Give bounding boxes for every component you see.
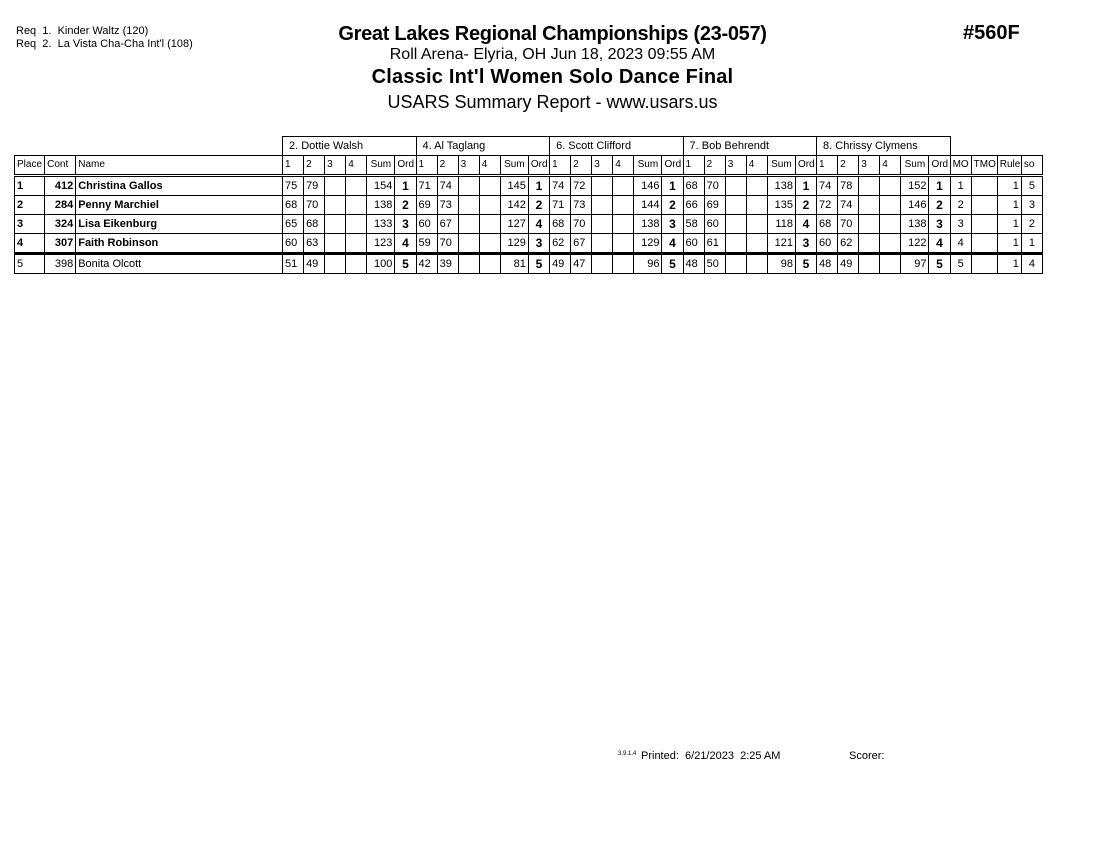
score-cell (325, 234, 346, 254)
score-cell (325, 196, 346, 215)
score-cell (746, 176, 767, 196)
score-cell: 49 (304, 254, 325, 274)
col-header-so: so (1021, 156, 1042, 176)
score-cell: 70 (304, 196, 325, 215)
ordinal-cell: 2 (795, 196, 816, 215)
requirement-2: Req 2. La Vista Cha-Cha Int'l (108) (16, 38, 193, 50)
score-cell (458, 234, 479, 254)
score-cell: 70 (571, 215, 592, 234)
contestant-number-cell: 284 (45, 196, 76, 215)
majority-ordinal-cell: 1 (950, 176, 971, 196)
requirements-list (16, 25, 193, 51)
ordinal-cell: 4 (929, 234, 950, 254)
sum-cell: 138 (367, 196, 395, 215)
col-header-tmo: TMO (971, 156, 997, 176)
ordinal-cell: 5 (528, 254, 549, 274)
score-cell: 49 (838, 254, 859, 274)
score-cell (746, 196, 767, 215)
col-header-judge-4-3: 4 (746, 156, 767, 176)
sum-cell: 129 (500, 234, 528, 254)
competition-location: Roll Arena- Elyria, OH Jun 18, 2023 09:55 AM (389, 46, 716, 63)
contestant-number-cell: 398 (45, 254, 76, 274)
score-cell (880, 176, 901, 196)
score-cell: 69 (416, 196, 437, 215)
col-header-judge-5-2: 3 (859, 156, 880, 176)
score-cell: 74 (838, 196, 859, 215)
score-cell: 67 (571, 234, 592, 254)
score-cell: 49 (550, 254, 571, 274)
sum-cell: 144 (634, 196, 662, 215)
ordinal-cell: 3 (395, 215, 416, 234)
score-cell: 72 (817, 196, 838, 215)
score-cell (592, 176, 613, 196)
score-cell: 50 (704, 254, 725, 274)
event-number: #560F (963, 22, 1020, 44)
score-cell: 58 (683, 215, 704, 234)
col-header-judge-3-1: 2 (571, 156, 592, 176)
table-row (15, 176, 1043, 196)
score-cell: 51 (282, 254, 303, 274)
score-cell: 70 (838, 215, 859, 234)
col-header-judge-3-3: 4 (613, 156, 634, 176)
score-cell (346, 196, 367, 215)
col-header-judge-2-4: Sum (500, 156, 528, 176)
table-row (15, 196, 1043, 215)
ordinal-cell: 3 (528, 234, 549, 254)
tmo-cell (971, 254, 997, 274)
score-cell (880, 215, 901, 234)
score-cell (880, 196, 901, 215)
col-header-judge-5-5: Ord (929, 156, 950, 176)
ordinal-cell: 2 (395, 196, 416, 215)
score-cell: 73 (571, 196, 592, 215)
col-header-judge-1-0: 1 (282, 156, 303, 176)
ordinal-cell: 4 (662, 234, 683, 254)
col-header-judge-2-0: 1 (416, 156, 437, 176)
col-header-judge-5-3: 4 (880, 156, 901, 176)
score-cell: 67 (437, 215, 458, 234)
skating-order-cell: 2 (1021, 215, 1042, 234)
judge-name: 8. Chrissy Clymens (817, 137, 951, 156)
sum-cell: 122 (901, 234, 929, 254)
ordinal-cell: 2 (929, 196, 950, 215)
score-cell: 78 (838, 176, 859, 196)
tmo-cell (971, 234, 997, 254)
sum-cell: 118 (767, 215, 795, 234)
score-cell: 73 (437, 196, 458, 215)
sum-cell: 146 (634, 176, 662, 196)
score-cell (479, 196, 500, 215)
sum-cell: 145 (500, 176, 528, 196)
score-cell (613, 234, 634, 254)
col-header-place: Place (15, 156, 45, 176)
majority-ordinal-cell: 5 (950, 254, 971, 274)
sum-cell: 97 (901, 254, 929, 274)
score-cell (725, 234, 746, 254)
score-cell: 60 (282, 234, 303, 254)
col-header-judge-4-1: 2 (704, 156, 725, 176)
score-cell: 68 (304, 215, 325, 234)
score-cell (613, 254, 634, 274)
score-cell (325, 176, 346, 196)
ordinal-cell: 3 (929, 215, 950, 234)
skater-name-cell: Bonita Olcott (76, 254, 283, 274)
ordinal-cell: 5 (662, 254, 683, 274)
skating-order-cell: 1 (1021, 234, 1042, 254)
score-cell (458, 215, 479, 234)
col-header-judge-1-5: Ord (395, 156, 416, 176)
sum-cell: 123 (367, 234, 395, 254)
score-cell: 74 (817, 176, 838, 196)
score-cell: 71 (416, 176, 437, 196)
ordinal-cell: 3 (795, 234, 816, 254)
score-cell (725, 176, 746, 196)
skating-order-cell: 5 (1021, 176, 1042, 196)
sum-cell: 138 (767, 176, 795, 196)
ordinal-cell: 1 (528, 176, 549, 196)
score-cell: 60 (704, 215, 725, 234)
ordinal-cell: 5 (795, 254, 816, 274)
majority-ordinal-cell: 2 (950, 196, 971, 215)
score-cell (746, 254, 767, 274)
score-cell (859, 176, 880, 196)
rule-cell: 1 (997, 196, 1021, 215)
judge-name: 7. Bob Behrendt (683, 137, 817, 156)
table-row (15, 254, 1043, 274)
col-header-judge-4-5: Ord (795, 156, 816, 176)
score-cell: 60 (683, 234, 704, 254)
score-cell (725, 254, 746, 274)
score-cell (880, 254, 901, 274)
tmo-cell (971, 176, 997, 196)
table-row (15, 234, 1043, 254)
col-header-judge-5-1: 2 (838, 156, 859, 176)
score-cell: 42 (416, 254, 437, 274)
score-cell: 70 (704, 176, 725, 196)
report-header (300, 22, 805, 114)
sum-cell: 98 (767, 254, 795, 274)
score-cell: 62 (838, 234, 859, 254)
results-table (14, 136, 1043, 274)
ordinal-cell: 1 (662, 176, 683, 196)
col-header-judge-3-5: Ord (662, 156, 683, 176)
col-header-mo: MO (950, 156, 971, 176)
printed-timestamp: Printed: 6/21/2023 2:25 AM (641, 750, 781, 762)
skater-name-cell: Faith Robinson (76, 234, 283, 254)
score-cell (592, 234, 613, 254)
score-cell: 62 (550, 234, 571, 254)
ordinal-cell: 1 (929, 176, 950, 196)
ordinal-cell: 4 (795, 215, 816, 234)
version-mark: 3.9.1.4 (618, 751, 637, 757)
col-header-judge-2-2: 3 (458, 156, 479, 176)
col-header-judge-2-5: Ord (528, 156, 549, 176)
score-cell (859, 196, 880, 215)
judges-header-row (15, 137, 1043, 156)
score-cell (346, 176, 367, 196)
score-cell (458, 254, 479, 274)
score-cell (613, 215, 634, 234)
score-cell: 60 (817, 234, 838, 254)
col-header-judge-3-2: 3 (592, 156, 613, 176)
score-cell: 74 (550, 176, 571, 196)
score-cell: 70 (437, 234, 458, 254)
contestant-number-cell: 324 (45, 215, 76, 234)
sum-cell: 146 (901, 196, 929, 215)
col-header-name: Name (76, 156, 283, 176)
place-cell: 5 (15, 254, 45, 274)
score-cell: 66 (683, 196, 704, 215)
score-cell: 68 (683, 176, 704, 196)
score-cell: 48 (683, 254, 704, 274)
col-header-judge-5-4: Sum (901, 156, 929, 176)
col-header-cont: Cont (45, 156, 76, 176)
col-header-judge-3-0: 1 (550, 156, 571, 176)
sum-cell: 127 (500, 215, 528, 234)
score-cell (859, 234, 880, 254)
ordinal-cell: 5 (929, 254, 950, 274)
col-header-judge-2-1: 2 (437, 156, 458, 176)
score-cell: 71 (550, 196, 571, 215)
ordinal-cell: 3 (662, 215, 683, 234)
contestant-number-cell: 412 (45, 176, 76, 196)
score-cell: 75 (282, 176, 303, 196)
ordinal-cell: 2 (528, 196, 549, 215)
score-cell: 68 (817, 215, 838, 234)
tmo-cell (971, 215, 997, 234)
score-cell: 59 (416, 234, 437, 254)
ordinal-cell: 5 (395, 254, 416, 274)
report-title: USARS Summary Report - www.usars.us (387, 92, 718, 112)
competition-title: Great Lakes Regional Championships (23-057) (338, 23, 767, 45)
skater-name-cell: Penny Marchiel (76, 196, 283, 215)
sum-cell: 96 (634, 254, 662, 274)
col-header-judge-1-2: 3 (325, 156, 346, 176)
sum-cell: 154 (367, 176, 395, 196)
place-cell: 3 (15, 215, 45, 234)
contestant-number-cell: 307 (45, 234, 76, 254)
score-cell: 47 (571, 254, 592, 274)
score-cell (458, 176, 479, 196)
ordinal-cell: 2 (662, 196, 683, 215)
judge-name: 4. Al Taglang (416, 137, 550, 156)
score-cell (859, 254, 880, 274)
col-header-judge-4-4: Sum (767, 156, 795, 176)
place-cell: 1 (15, 176, 45, 196)
col-header-judge-2-3: 4 (479, 156, 500, 176)
score-cell (479, 176, 500, 196)
judge-name: 6. Scott Clifford (550, 137, 683, 156)
score-cell: 68 (550, 215, 571, 234)
scorer-label: Scorer: (849, 750, 885, 762)
sum-cell: 100 (367, 254, 395, 274)
rule-cell: 1 (997, 234, 1021, 254)
score-cell (325, 215, 346, 234)
event-title: Classic Int'l Women Solo Dance Final (371, 66, 734, 88)
majority-ordinal-cell: 3 (950, 215, 971, 234)
score-cell (746, 215, 767, 234)
sum-cell: 152 (901, 176, 929, 196)
score-cell (592, 215, 613, 234)
tmo-cell (971, 196, 997, 215)
col-header-judge-4-0: 1 (683, 156, 704, 176)
score-cell (859, 215, 880, 234)
place-cell: 2 (15, 196, 45, 215)
col-header-judge-1-4: Sum (367, 156, 395, 176)
sum-cell: 138 (901, 215, 929, 234)
score-cell: 61 (704, 234, 725, 254)
sum-cell: 133 (367, 215, 395, 234)
col-header-judge-5-0: 1 (817, 156, 838, 176)
score-cell (613, 196, 634, 215)
rule-cell: 1 (997, 254, 1021, 274)
score-cell: 79 (304, 176, 325, 196)
score-cell (346, 215, 367, 234)
sum-cell: 135 (767, 196, 795, 215)
score-cell: 69 (704, 196, 725, 215)
majority-ordinal-cell: 4 (950, 234, 971, 254)
col-header-judge-1-1: 2 (304, 156, 325, 176)
score-cell: 74 (437, 176, 458, 196)
skating-order-cell: 4 (1021, 254, 1042, 274)
place-cell: 4 (15, 234, 45, 254)
sum-cell: 129 (634, 234, 662, 254)
score-cell (592, 196, 613, 215)
rule-cell: 1 (997, 215, 1021, 234)
score-cell (592, 254, 613, 274)
requirement-1: Req 1. Kinder Waltz (120) (16, 25, 149, 37)
score-cell (458, 196, 479, 215)
score-cell (479, 254, 500, 274)
score-cell (479, 215, 500, 234)
sum-cell: 138 (634, 215, 662, 234)
table-row (15, 215, 1043, 234)
score-cell (346, 254, 367, 274)
score-cell: 60 (416, 215, 437, 234)
score-cell (746, 234, 767, 254)
col-header-judge-3-4: Sum (634, 156, 662, 176)
skater-name-cell: Christina Gallos (76, 176, 283, 196)
rule-cell: 1 (997, 176, 1021, 196)
score-cell: 48 (817, 254, 838, 274)
score-cell: 72 (571, 176, 592, 196)
ordinal-cell: 4 (395, 234, 416, 254)
score-cell (346, 234, 367, 254)
col-header-judge-1-3: 4 (346, 156, 367, 176)
sum-cell: 81 (500, 254, 528, 274)
skating-order-cell: 3 (1021, 196, 1042, 215)
ordinal-cell: 1 (795, 176, 816, 196)
ordinal-cell: 1 (395, 176, 416, 196)
col-header-rule: Rule (997, 156, 1021, 176)
score-cell: 63 (304, 234, 325, 254)
sum-cell: 121 (767, 234, 795, 254)
score-cell (880, 234, 901, 254)
col-header-judge-4-2: 3 (725, 156, 746, 176)
ordinal-cell: 4 (528, 215, 549, 234)
score-cell (725, 196, 746, 215)
score-cell (725, 215, 746, 234)
score-cell (613, 176, 634, 196)
score-cell: 39 (437, 254, 458, 274)
score-cell: 68 (282, 196, 303, 215)
score-cell (325, 254, 346, 274)
score-cell: 65 (282, 215, 303, 234)
sum-cell: 142 (500, 196, 528, 215)
score-cell (479, 234, 500, 254)
judge-name: 2. Dottie Walsh (282, 137, 416, 156)
skater-name-cell: Lisa Eikenburg (76, 215, 283, 234)
column-header-row (15, 156, 1043, 176)
